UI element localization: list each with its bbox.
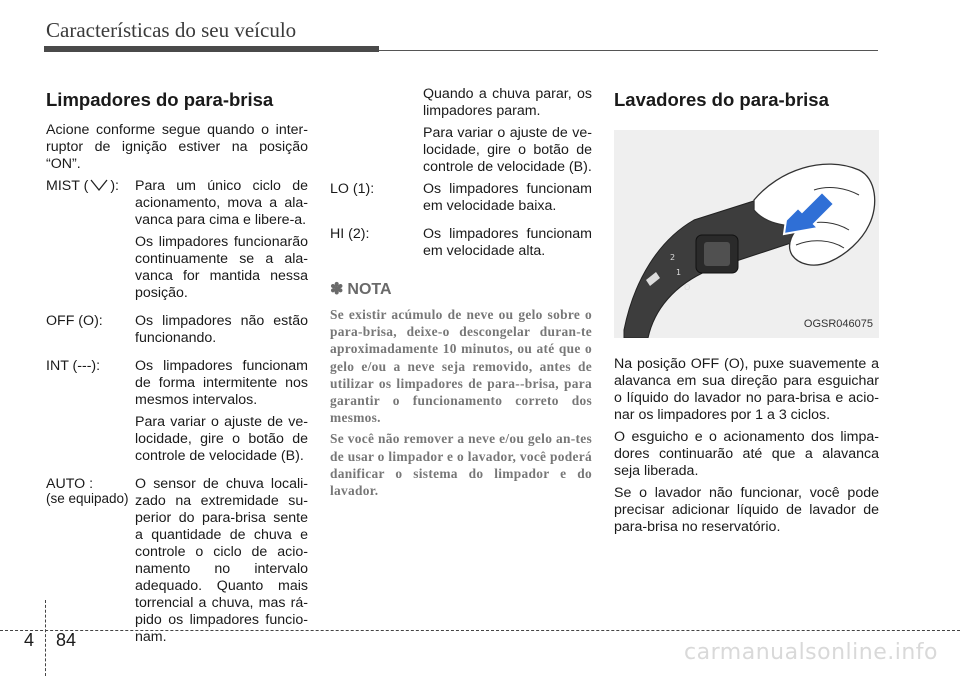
hi-term: HI (2): [330,226,370,242]
washers-heading: Lavadores do para-brisa [614,89,829,110]
header-rule-line [379,50,878,51]
hi-desc: Os limpadores funcionam em velocidade alta. [423,226,592,259]
lo-desc: Os limpadores funcionam em velocidade baixa. [423,181,592,214]
auto-term: AUTO : [46,476,94,492]
footer-dash-line [0,630,960,631]
column-right [614,86,879,541]
lever-illustration [614,130,879,338]
note-box [330,306,592,499]
off-term: OFF (O): [46,313,103,329]
auto-cont-2: Para variar o ajuste de ve-locidade, gire o botão de controle de velocidade (B). [423,125,592,175]
wipers-heading: Limpadores do para-brisa [46,89,274,110]
mist-term-open: MIST ( [46,178,89,194]
column-middle [330,86,592,503]
wipers-intro: Acione conforme segue quando o inter-ruptor de ignição estiver na posição “ON”. [46,122,308,172]
int-desc-2: Para variar o ajuste de ve-locidade, gire o botão de controle de velocidade (B). [135,414,308,464]
svg-text:2: 2 [670,253,676,262]
footer-dash-vertical [45,600,46,676]
mist-v-icon [88,178,110,192]
washers-para-1: Na posição OFF (O), puxe suavemente a alavanca em sua direção para esguichar o líquido do lavador no para-brisa e acio-nar os limpadores por 1 a 3 ciclos. [614,356,879,423]
off-desc: Os limpadores não estão funcionando. [135,313,308,346]
note-para-1: Se existir acúmulo de neve ou gelo sobre o para-brisa, deixe-o descongelar duran-te aproximadamente 10 minutos, ou até que o gelo e/ou a neve seja removido, antes de utilizar os limpadores de para--brisa, para garantir o funcionamento correto dos mesmos. [330,307,592,426]
def-auto [46,476,308,651]
note-title [330,281,592,298]
lo-term: LO (1): [330,181,375,197]
int-desc-1: Os limpadores funcionam de forma intermitente nos mesmos intervalos. [135,358,308,408]
figure-code: OGSR046075 [803,318,873,330]
washers-para-2: O esguicho e o acionamento dos limpa-dores continuarão até que a alavanca seja liberada. [614,429,879,479]
footer-page-number: 84 [56,630,77,650]
page-header-title: Características do seu veículo [46,18,297,42]
def-int [46,358,308,470]
def-hi [330,226,592,265]
column-left [46,86,308,657]
mist-desc-2: Os limpadores funcionarão continuamente se a ala-vanca for mantida nessa posição. [135,234,308,301]
svg-text:1: 1 [676,268,682,277]
note-star-icon: ✽ [330,281,344,298]
int-term: INT (---): [46,358,101,374]
def-mist [46,178,308,307]
mist-desc-1: Para um único ciclo de acionamento, mova a ala-vanca para cima e libere-a. [135,178,308,228]
mist-term-close: ): [110,178,119,194]
footer-section-number: 4 [24,630,35,650]
header-rule-dark [44,46,379,52]
auto-desc: O sensor de chuva locali-zado na extremidade su-perior do para-brisa sente a quantidade de chuva e controle o ciclo de acio-namento no intervalo adequado. Quanto mais torrencial a chuva, mas rá-pido os limpadores funcio-nam. [135,476,308,645]
note-title-text: NOTA [347,281,392,298]
auto-cont-1: Quando a chuva parar, os limpadores param. [423,86,592,119]
svg-text:O: O [684,283,691,292]
auto-term-sub: (se equipado) [46,491,129,506]
watermark-text: carmanualsonline.info [684,640,938,665]
washers-para-3: Se o lavador não funcionar, você pode precisar adicionar líquido de lavador de para-brisa no reservatório. [614,485,879,535]
def-off [46,313,308,352]
def-lo [330,181,592,220]
washer-lever-figure [614,130,879,338]
note-para-2: Se você não remover a neve e/ou gelo an-tes de usar o limpador e o lavador, você poderá danificar o sistema do limpador e do lavador. [330,431,592,499]
